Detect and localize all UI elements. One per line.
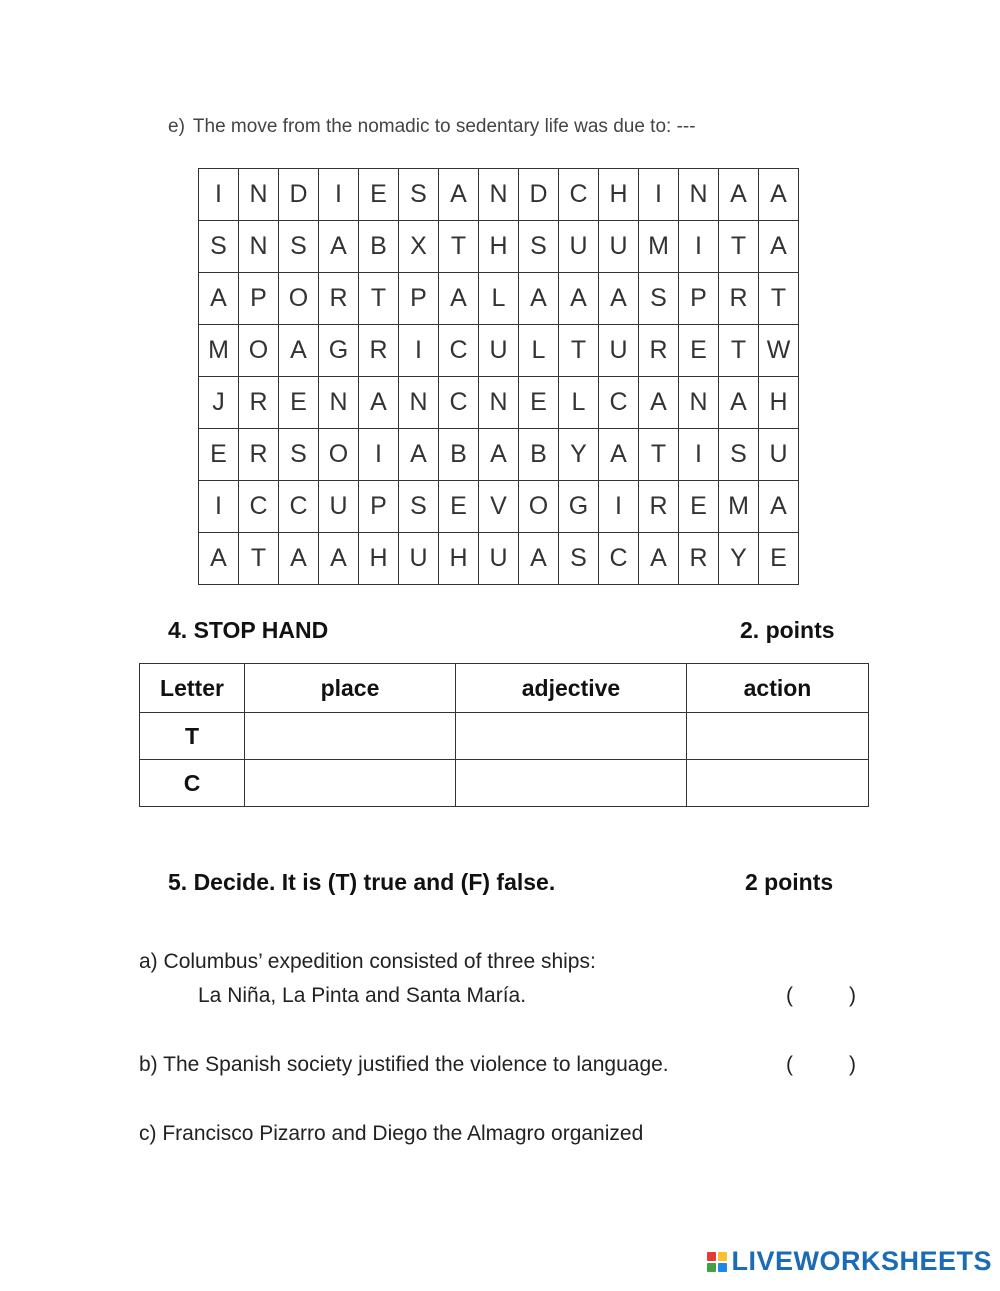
grid-letter-cell[interactable]: S [279,221,319,273]
grid-letter-cell[interactable]: H [479,221,519,273]
section-4-points: 2. points [740,617,835,643]
grid-letter-cell[interactable]: A [519,533,559,585]
grid-letter-cell[interactable]: H [439,533,479,585]
grid-letter-cell[interactable]: R [359,325,399,377]
logo-block [707,1263,716,1272]
grid-letter-cell[interactable]: S [719,429,759,481]
grid-letter-cell[interactable]: A [199,273,239,325]
grid-letter-cell[interactable]: P [399,273,439,325]
row-letter-t: T [140,713,245,760]
grid-letter-cell[interactable]: C [559,169,599,221]
tf-item-b-label: b) [139,1053,158,1076]
grid-letter-cell[interactable]: R [639,325,679,377]
grid-letter-cell[interactable]: C [279,481,319,533]
grid-letter-cell[interactable]: T [719,221,759,273]
grid-letter-cell[interactable]: I [679,221,719,273]
grid-letter-cell[interactable]: A [719,377,759,429]
grid-letter-cell[interactable]: E [199,429,239,481]
grid-letter-cell[interactable]: M [199,325,239,377]
grid-letter-cell[interactable]: N [679,169,719,221]
grid-letter-cell[interactable]: R [719,273,759,325]
grid-letter-cell[interactable]: A [399,429,439,481]
grid-letter-cell[interactable]: T [759,273,799,325]
grid-letter-cell[interactable]: A [759,221,799,273]
grid-letter-cell[interactable]: S [199,221,239,273]
grid-letter-cell[interactable]: J [199,377,239,429]
tf-item-a-text: Columbus’ expedition consisted of three ships: [163,950,596,973]
grid-letter-cell[interactable]: S [399,481,439,533]
grid-letter-cell[interactable]: E [679,481,719,533]
grid-letter-cell[interactable]: U [559,221,599,273]
grid-letter-cell[interactable]: P [359,481,399,533]
grid-letter-cell[interactable]: H [359,533,399,585]
answer-cell-t-adjective[interactable] [456,713,687,760]
header-adjective: adjective [456,664,687,713]
answer-cell-t-action[interactable] [687,713,869,760]
tf-item-b [139,1053,669,1077]
tf-item-a-line2: La Niña, La Pinta and Santa María. [198,984,527,1007]
grid-letter-cell[interactable]: I [199,169,239,221]
answer-cell-c-action[interactable] [687,760,869,807]
grid-letter-cell[interactable]: M [639,221,679,273]
table-row [140,713,869,760]
tf-answer-b[interactable] [786,1053,856,1077]
section-5-points: 2 points [745,869,834,895]
grid-letter-cell[interactable]: W [759,325,799,377]
tf-item-a [139,950,596,974]
grid-letter-cell[interactable]: P [679,273,719,325]
grid-letter-cell[interactable]: D [279,169,319,221]
grid-letter-cell[interactable]: N [479,169,519,221]
grid-letter-cell[interactable]: O [319,429,359,481]
grid-letter-cell[interactable]: N [239,221,279,273]
grid-letter-cell[interactable]: E [759,533,799,585]
answer-cell-t-place[interactable] [245,713,456,760]
grid-letter-cell[interactable]: I [639,169,679,221]
grid-letter-cell[interactable]: U [599,221,639,273]
tf-item-b-text: The Spanish society justified the violence to language. [163,1053,669,1076]
grid-letter-cell[interactable]: L [479,273,519,325]
paren-open: ( [786,1053,793,1076]
tf-item-c [139,1122,643,1146]
grid-letter-cell[interactable]: U [319,481,359,533]
grid-letter-cell[interactable]: C [599,533,639,585]
grid-letter-cell[interactable]: A [759,481,799,533]
grid-letter-cell[interactable]: G [559,481,599,533]
grid-letter-cell[interactable]: H [599,169,639,221]
grid-row [199,429,799,481]
question-e-text: The move from the nomadic to sedentary life was due to: --- [192,116,696,137]
grid-letter-cell[interactable]: N [479,377,519,429]
grid-letter-cell[interactable]: U [599,325,639,377]
grid-letter-cell[interactable]: U [399,533,439,585]
header-place: place [245,664,456,713]
grid-letter-cell[interactable]: O [279,273,319,325]
grid-letter-cell[interactable]: A [639,377,679,429]
grid-letter-cell[interactable]: S [519,221,559,273]
grid-letter-cell[interactable]: D [519,169,559,221]
stop-hand-header-row [140,664,869,713]
grid-row [199,533,799,585]
grid-letter-cell[interactable]: A [479,429,519,481]
table-row [140,760,869,807]
grid-letter-cell[interactable]: I [679,429,719,481]
grid-letter-cell[interactable]: A [599,429,639,481]
grid-letter-cell[interactable]: T [719,325,759,377]
grid-letter-cell[interactable]: E [679,325,719,377]
grid-letter-cell[interactable]: U [759,429,799,481]
header-action: action [687,664,869,713]
grid-letter-cell[interactable]: B [359,221,399,273]
grid-row [199,169,799,221]
grid-letter-cell[interactable]: T [559,325,599,377]
grid-letter-cell[interactable]: L [519,325,559,377]
grid-letter-cell[interactable]: E [439,481,479,533]
paren-close: ) [849,984,856,1007]
answer-cell-c-adjective[interactable] [456,760,687,807]
grid-row [199,221,799,273]
word-search-grid [198,168,799,585]
paren-open: ( [786,984,793,1007]
grid-letter-cell[interactable]: E [359,169,399,221]
grid-letter-cell[interactable]: I [399,325,439,377]
grid-letter-cell[interactable]: C [439,377,479,429]
question-e [168,116,696,138]
grid-letter-cell[interactable]: A [439,273,479,325]
grid-letter-cell[interactable]: R [239,377,279,429]
grid-letter-cell[interactable]: U [479,325,519,377]
grid-letter-cell[interactable]: O [519,481,559,533]
grid-row [199,377,799,429]
logo-block [707,1252,716,1261]
grid-letter-cell[interactable]: A [319,533,359,585]
grid-letter-cell[interactable]: E [519,377,559,429]
grid-letter-cell[interactable]: T [639,429,679,481]
paren-close: ) [849,1053,856,1076]
grid-letter-cell[interactable]: R [239,429,279,481]
grid-letter-cell[interactable]: S [559,533,599,585]
section-5-title: 5. Decide. It is (T) true and (F) false. [168,869,556,895]
grid-letter-cell[interactable]: G [319,325,359,377]
grid-letter-cell[interactable]: A [279,533,319,585]
grid-letter-cell[interactable]: A [559,273,599,325]
grid-row [199,325,799,377]
grid-letter-cell[interactable]: O [239,325,279,377]
grid-letter-cell[interactable]: A [199,533,239,585]
grid-letter-cell[interactable]: H [759,377,799,429]
row-letter-c: C [140,760,245,807]
grid-letter-cell[interactable]: A [599,273,639,325]
question-e-label: e) [168,116,185,137]
grid-letter-cell[interactable]: E [279,377,319,429]
tf-item-c-text: Francisco Pizarro and Diego the Almagro organized [162,1122,644,1145]
grid-row [199,481,799,533]
tf-item-c-label: c) [139,1122,157,1145]
grid-letter-cell[interactable]: S [279,429,319,481]
grid-letter-cell[interactable]: B [519,429,559,481]
header-letter: Letter [140,664,245,713]
grid-letter-cell[interactable]: A [359,377,399,429]
grid-letter-cell[interactable]: X [399,221,439,273]
grid-letter-cell[interactable]: P [239,273,279,325]
grid-letter-cell[interactable]: I [199,481,239,533]
grid-letter-cell[interactable]: L [559,377,599,429]
grid-letter-cell[interactable]: N [679,377,719,429]
grid-letter-cell[interactable]: I [599,481,639,533]
grid-letter-cell[interactable]: T [239,533,279,585]
logo-text: LIVEWORKSHEETS [731,1246,992,1276]
stop-hand-table [139,663,869,807]
grid-letter-cell[interactable]: A [639,533,679,585]
grid-letter-cell[interactable]: N [319,377,359,429]
grid-letter-cell[interactable]: C [239,481,279,533]
grid-letter-cell[interactable]: S [399,169,439,221]
grid-letter-cell[interactable]: R [319,273,359,325]
tf-answer-a[interactable] [786,984,856,1008]
grid-letter-cell[interactable]: C [439,325,479,377]
grid-letter-cell[interactable]: Y [559,429,599,481]
liveworksheets-logo [707,1246,992,1277]
grid-letter-cell[interactable]: T [439,221,479,273]
grid-letter-cell[interactable]: Y [719,533,759,585]
grid-letter-cell[interactable]: I [359,429,399,481]
grid-letter-cell[interactable]: B [439,429,479,481]
grid-letter-cell[interactable]: C [599,377,639,429]
grid-letter-cell[interactable]: M [719,481,759,533]
grid-letter-cell[interactable]: A [439,169,479,221]
grid-letter-cell[interactable]: A [279,325,319,377]
grid-letter-cell[interactable]: N [399,377,439,429]
tf-item-a-label: a) [139,950,158,973]
grid-row [199,273,799,325]
grid-letter-cell[interactable]: T [359,273,399,325]
grid-letter-cell[interactable]: A [519,273,559,325]
logo-blocks-icon [707,1252,727,1272]
grid-letter-cell[interactable]: S [639,273,679,325]
section-4-title: 4. STOP HAND [168,617,329,643]
grid-letter-cell[interactable]: U [479,533,519,585]
grid-letter-cell[interactable]: A [319,221,359,273]
grid-letter-cell[interactable]: V [479,481,519,533]
answer-cell-c-place[interactable] [245,760,456,807]
grid-letter-cell[interactable]: R [639,481,679,533]
grid-letter-cell[interactable]: N [239,169,279,221]
grid-letter-cell[interactable]: A [719,169,759,221]
grid-letter-cell[interactable]: A [759,169,799,221]
grid-letter-cell[interactable]: R [679,533,719,585]
logo-block [718,1263,727,1272]
grid-letter-cell[interactable]: I [319,169,359,221]
logo-block [718,1252,727,1261]
